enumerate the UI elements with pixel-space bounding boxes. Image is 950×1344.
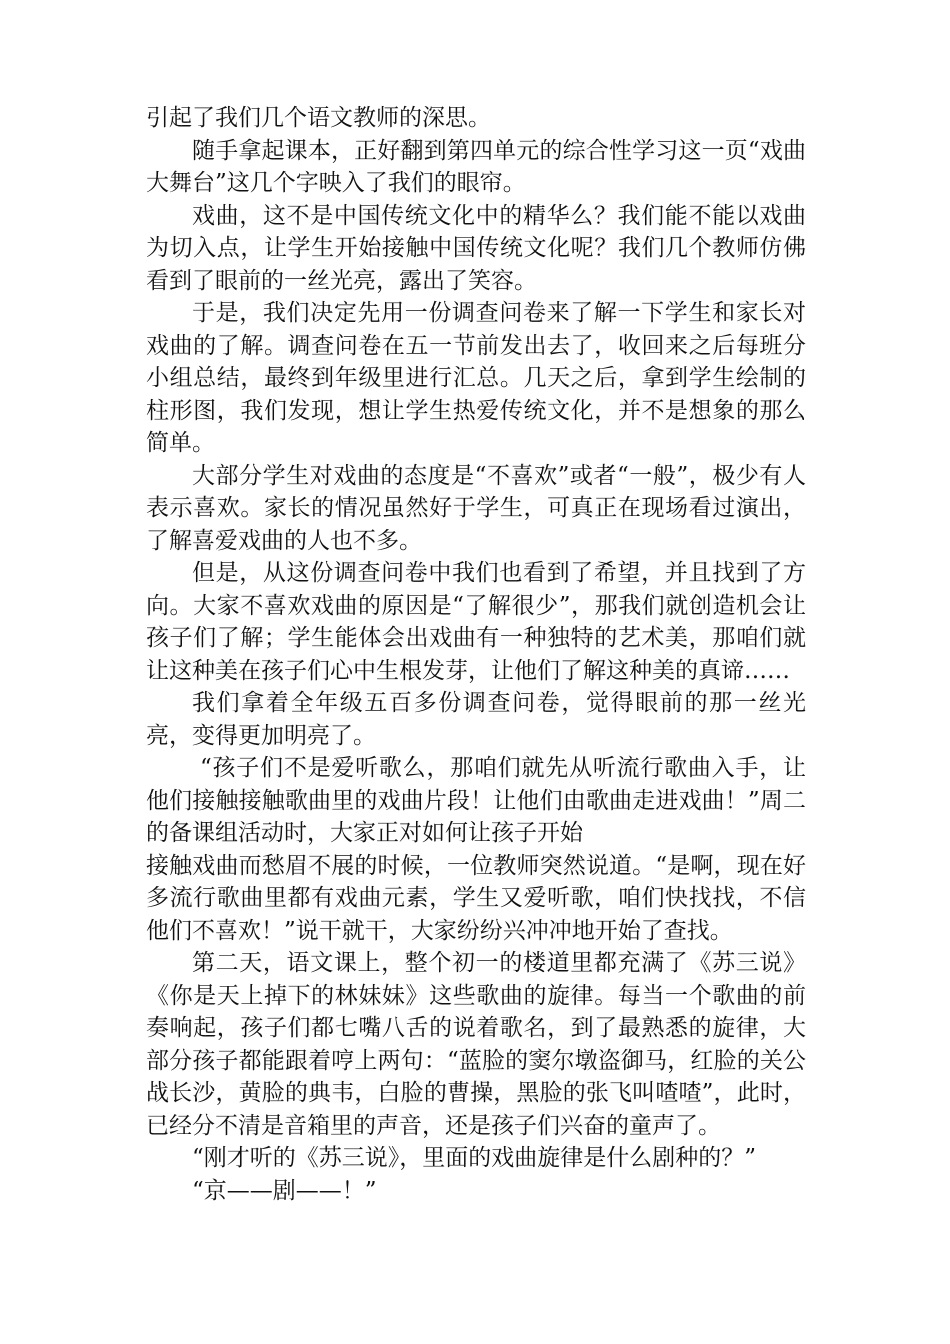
paragraph: “刚才听的《苏三说》，里面的戏曲旋律是什么剧种的？”: [192, 1145, 757, 1171]
paragraph: “京——剧——！”: [192, 1177, 377, 1204]
paragraph: 第二天，语文课上，整个初一的楼道里都充满了《苏三说》《你是天上掉下的林妹妹》这些歌曲的旋律。每当一个歌曲的前奏响起，孩子们都七嘴八舌的说着歌名，到了最熟悉的旋律，大部分孩子都能跟着哼上两句：“蓝脸的窦尔墩盗御马，红脸的关公战长沙，黄脸的典韦，白脸的曹操，黑脸的张飞叫喳喳”，此时，已经分不清是音箱里的声音，还是孩子们兴奋的童声了。: [146, 950, 806, 1139]
paragraph: 我们拿着全年级五百多份调查问卷，觉得眼前的那一丝光亮，变得更加明亮了。: [146, 690, 806, 749]
paragraph: 于是，我们决定先用一份调查问卷来了解一下学生和家长对戏曲的了解。调查问卷在五一节前发出去了，收回来之后每班分小组总结，最终到年级里进行汇总。几天之后，拿到学生绘制的柱形图，我们发现，想让学生热爱传统文化，并不是想象的那么简单。: [146, 300, 806, 456]
paragraph: 大部分学生对戏曲的态度是“不喜欢”或者“一般”，极少有人表示喜欢。家长的情况虽然好于学生，可真正在现场看过演出，了解喜爱戏曲的人也不多。: [146, 462, 806, 554]
paragraph: 戏曲，这不是中国传统文化中的精华么？我们能不能以戏曲为切入点，让学生开始接触中国传统文化呢？我们几个教师仿佛看到了眼前的一丝光亮，露出了笑容。: [146, 202, 806, 294]
paragraph: 接触戏曲而愁眉不展的时候，一位教师突然说道。“是啊，现在好多流行歌曲里都有戏曲元素，学生又爱听歌，咱们快找找，不信他们不喜欢！”说干就干，大家纷纷兴冲冲地开始了查找。: [146, 852, 806, 944]
paragraph: “孩子们不是爱听歌么，那咱们就先从听流行歌曲入手，让他们接触接触歌曲里的戏曲片段！让他们由歌曲走进戏曲！”周二的备课组活动时，大家正对如何让孩子开始: [146, 755, 806, 846]
document-page: [146, 102, 806, 1207]
paragraph: 随手拿起课本，正好翻到第四单元的综合性学习这一页“戏曲大舞台”这几个字映入了我们的眼帘。: [146, 137, 806, 196]
paragraph: 但是，从这份调查问卷中我们也看到了希望，并且找到了方向。大家不喜欢戏曲的原因是“了解很少”，那我们就创造机会让孩子们了解；学生能体会出戏曲有一种独特的艺术美，那咱们就让这种美在孩子们心中生根发芽，让他们了解这种美的真谛……: [146, 560, 806, 684]
paragraph: 引起了我们几个语文教师的深思。: [146, 105, 491, 131]
